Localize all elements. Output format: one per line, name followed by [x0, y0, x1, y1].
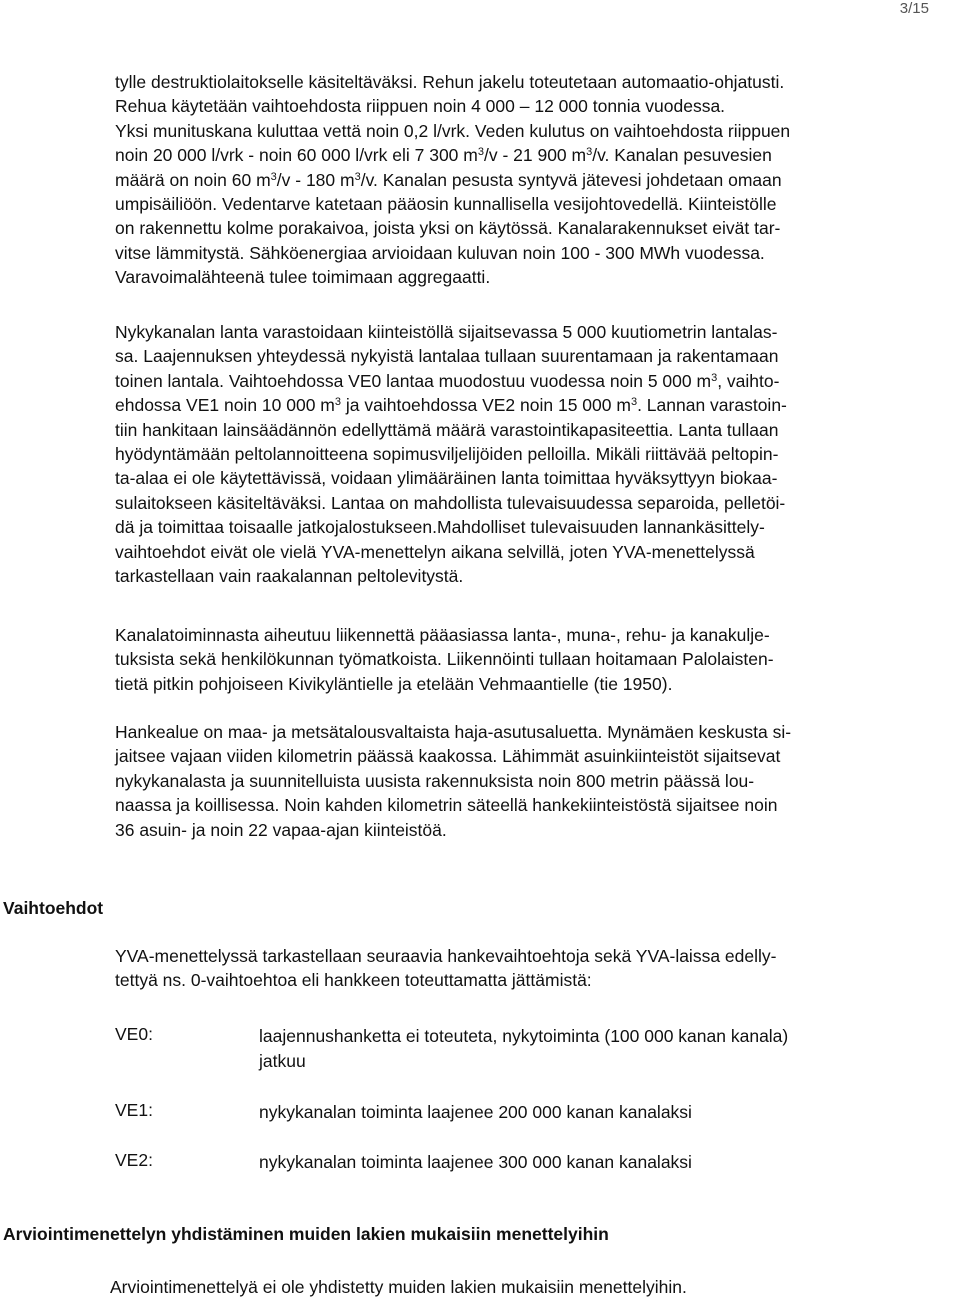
section-heading-arviointi: Arviointimenettelyn yhdistäminen muiden lakien mukaisiin menettelyihin [3, 1224, 609, 1244]
text-line: nykykanalasta ja suunnitelluista uusista rakennuksista noin 800 metrin päässä lou- [115, 770, 755, 791]
text-line: 36 asuin- ja noin 22 vapaa-ajan kiinteistöä. [115, 819, 447, 840]
paragraph [115, 720, 955, 842]
text-line: YVA-menettelyssä tarkastellaan seuraavia hankevaihtoehtoja sekä YVA-laissa edelly- [115, 946, 777, 966]
arviointi-text: Arviointimenettelyä ei ole yhdistetty muiden lakien mukaisiin menettelyihin. [110, 1277, 687, 1297]
text-line: noin 20 000 l/vrk - noin 60 000 l/vrk eli 7 300 $m^3/v - 21$ 900 $m^3/v$. Kanalan pesuvesien [115, 145, 772, 166]
text-line: jatkuu [259, 1051, 306, 1071]
text-line: hyödyntämään peltolannoitteena sopimusviljelijöiden pelloilla. Mikäli riittävää peltopin- [115, 444, 779, 465]
text-line: tylle destruktiolaitokselle käsiteltäväksi. Rehun jakelu toteutetaan automaatio-ohjatusti. [115, 72, 785, 92]
text-line: tettyä ns. 0-vaihtoehtoa eli hankkeen toteuttamatta jättämistä: [115, 970, 592, 991]
text-line: Rehua käytetään vaihtoehdosta riippuen noin 4 000 – 12 000 tonnia vuodessa. [115, 96, 726, 117]
text-line: Varavoimalähteenä tulee toimimaan aggregaatti. [115, 267, 491, 288]
alternative-ve0-text [259, 1024, 788, 1074]
text-line: sulaitokseen käsiteltäväksi. Lantaa on mahdollista tulevaisuudessa separoida, pelletöi- [115, 492, 786, 513]
alternative-ve0-code: VE0: [115, 1024, 153, 1044]
text-line: dä ja toimittaa toisaalle jatkojalostukseen.Mahdolliset tulevaisuuden lannankäsittely- [115, 517, 765, 538]
text-line: Nykykanalan lanta varastoidaan kiinteistöllä sijaitsevassa 5 000 kuutiometrin lantalas- [115, 322, 778, 342]
text-line: jaitsee vajaan viiden kilometrin päässä kaakossa. Lähimmät asuinkiinteistöt sijaitsevat [115, 746, 781, 767]
text-line: umpisäiliöön. Vedentarve katetaan pääosin kunnallisella vesijohtovedellä. Kiinteistölle [115, 194, 777, 215]
text-line: laajennushanketta ei toteuteta, nykytoiminta (100 000 kanan kanala) [259, 1026, 789, 1046]
text-line: vaihtoehdot eivät ole vielä YVA-menettelyn aikana selvillä, joten YVA-menettelyssä [115, 541, 755, 562]
text-line: Hankealue on maa- ja metsätalousvaltaista haja-asutusaluetta. Mynämäen keskusta si- [115, 722, 792, 742]
text-line: tiin hankitaan lainsäädännön edellyttämä määrä varastointikapasiteettia. Lanta tullaan [115, 419, 779, 440]
paragraph [115, 70, 955, 290]
text-line: Kanalatoiminnasta aiheutuu liikennettä pääasiassa lanta-, muna-, rehu- ja kanakulje- [115, 625, 770, 645]
text-line: on rakennettu kolme porakaivoa, joista yksi on käytössä. Kanalarakennukset eivät tar- [115, 218, 781, 239]
text-line: ta-alaa ei ole käytettävissä, voidaan ylimääräinen lanta toimittaa hyväksyttyyn biokaa- [115, 468, 778, 489]
text-line: tarkastellaan vain raakalannan peltolevitystä. [115, 566, 464, 587]
text-line: vitse lämmitystä. Sähköenergiaa arvioidaan kuluvan noin 100 - 300 MWh vuodessa. [115, 242, 765, 263]
alternative-ve1-text: nykykanalan toiminta laajenee 200 000 kanan kanalaksi [259, 1102, 692, 1122]
text-line: sa. Laajennuksen yhteydessä nykyistä lantalaa tullaan suurentamaan ja rakentamaan [115, 346, 779, 367]
alternative-ve2-code: VE2: [115, 1150, 153, 1170]
paragraph [115, 320, 955, 588]
text-line: naassa ja koillisessa. Noin kahden kilometrin säteellä hankekiinteistöstä sijaitsee noin [115, 795, 778, 816]
section-heading-vaihtoehdot: Vaihtoehdot [3, 898, 104, 918]
page-number: 3/15 [899, 0, 929, 17]
text-line: Yksi munituskana kuluttaa vettä noin 0,2 l/vrk. Veden kulutus on vaihtoehdosta riippuen [115, 120, 791, 141]
alternative-ve1-code: VE1: [115, 1100, 153, 1120]
paragraph [115, 623, 955, 696]
text-line: toinen lantala. Vaihtoehdossa VE0 lantaa muodostuu vuodessa noin 5 000 $m^3$, vaihto- [115, 370, 780, 391]
vaihtoehdot-intro [115, 944, 955, 993]
text-line: määrä on noin 60 $m^3/v - 180$ $m^3/v$. Kanalan pesusta syntyvä jätevesi johdetaan omaan [115, 169, 782, 190]
text-line: ehdossa VE1 noin 10 000 $m^3$ ja vaihtoehdossa VE2 noin 15 000 $m^3$. Lannan varastoin- [115, 395, 787, 416]
text-line: tietä pitkin pohjoiseen Kivikyläntielle ja etelään Vehmaantielle (tie 1950). [115, 673, 673, 694]
alternative-ve2-text: nykykanalan toiminta laajenee 300 000 kanan kanalaksi [259, 1152, 692, 1172]
text-line: tuksista sekä henkilökunnan työmatkoista. Liikennöinti tullaan hoitamaan Palolaisten- [115, 649, 774, 670]
